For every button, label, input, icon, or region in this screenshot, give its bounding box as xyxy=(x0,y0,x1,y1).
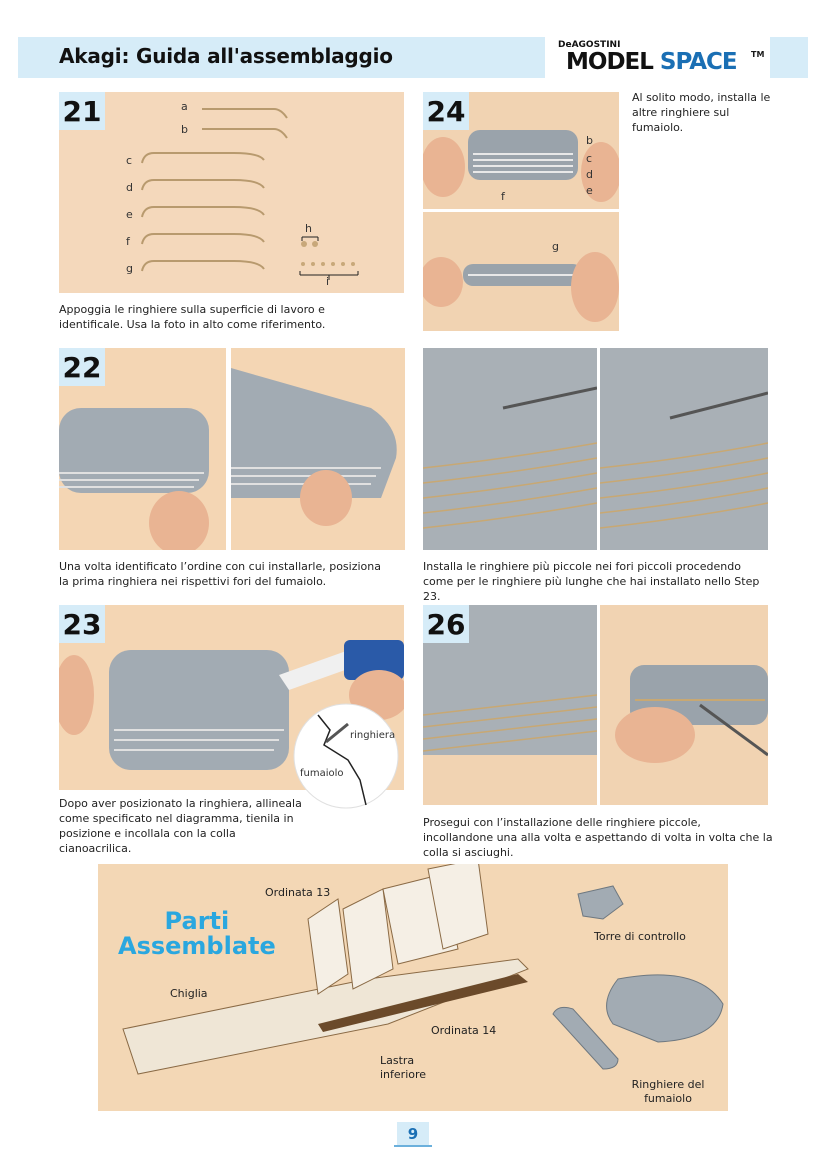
step24-text: Al solito modo, installa le altre ringhiere sul fumaiolo. xyxy=(632,91,771,134)
railings-illustration xyxy=(59,92,404,293)
step24-label-b: b xyxy=(586,134,593,147)
step24-label-f: f xyxy=(501,190,505,203)
funnel-photo-26b xyxy=(600,605,768,805)
assembled-title-line2: Assemblate xyxy=(118,932,276,960)
railing-label-g: g xyxy=(126,262,133,275)
step21-photo xyxy=(59,92,404,293)
step23-caption: Dopo aver posizionato la ringhiera, allineala come specificato nel diagramma, tienila in posizione e incollala con la colla cianoacrilica. xyxy=(59,797,302,855)
railing-label-d: d xyxy=(126,181,133,194)
funnel-photo-26a xyxy=(423,605,597,805)
step22-caption: Una volta identificato l’ordine con cui installarle, posiziona la prima ringhiera nei rispettivi fori del fumaiolo. xyxy=(59,560,381,588)
step22-number: 22 xyxy=(59,348,105,386)
step21-number: 21 xyxy=(59,92,105,130)
step24-photo-bottom xyxy=(423,212,619,331)
step24-label-c: c xyxy=(586,152,593,165)
label-lastra-inferiore xyxy=(380,1054,426,1082)
funnel-photo-25a xyxy=(423,348,597,550)
funnel-photo-24b xyxy=(423,212,619,331)
funnel-photo-25b xyxy=(600,348,768,550)
label-ringhiere-line1: Ringhiere del xyxy=(631,1078,705,1091)
label-ringhiere-del-fumaiolo xyxy=(628,1078,708,1106)
step26-caption: Prosegui con l’installazione delle ringhiere piccole, incollandone una alla volta e aspettando di volta in volta che la colla si asciughi. xyxy=(423,816,773,859)
step25-caption: Installa le ringhiere più piccole nei fori piccoli procedendo come per le ringhiere più lunghe che hai installato nello Step 23. xyxy=(423,560,760,603)
step21-caption: Appoggia le ringhiere sulla superficie di lavoro e identificale. Usa la foto in alto come riferimento. xyxy=(59,303,326,331)
assembled-title-line1: Parti xyxy=(164,907,230,935)
diagram-circle xyxy=(288,700,404,810)
assembled-title xyxy=(118,909,276,959)
step26-number: 26 xyxy=(423,605,469,643)
label-ordinata-13: Ordinata 13 xyxy=(265,886,331,899)
step24-number: 24 xyxy=(423,92,469,130)
logo-model: MODEL xyxy=(566,49,660,75)
label-lastra-line2: inferiore xyxy=(380,1068,427,1081)
logo-publisher: DeAGOSTINI xyxy=(558,40,621,50)
label-ordinata-14: Ordinata 14 xyxy=(431,1024,497,1037)
railing-label-c: c xyxy=(126,154,133,167)
logo-wordmark xyxy=(566,49,737,75)
railing-label-a: a xyxy=(181,100,188,113)
railing-label-h: h xyxy=(305,222,312,235)
funnel-photo-22a xyxy=(59,348,226,550)
railing-label-b: b xyxy=(181,123,188,136)
step23-number: 23 xyxy=(59,605,105,643)
step24-label-d: d xyxy=(586,168,593,181)
page-title: Akagi: Guida all'assemblaggio xyxy=(59,44,393,68)
step24-photo-top xyxy=(423,92,619,209)
label-torre-di-controllo: Torre di controllo xyxy=(594,930,686,943)
funnel-photo-22b xyxy=(231,348,405,550)
logo-space: SPACE xyxy=(659,49,737,75)
page-number: 9 xyxy=(397,1122,429,1146)
step26-photo-right xyxy=(600,605,768,805)
railing-label-f: f xyxy=(126,235,130,248)
railing-label-e: e xyxy=(126,208,133,221)
label-ringhiere-line2: fumaiolo xyxy=(644,1092,692,1105)
step26-photo-left xyxy=(423,605,597,805)
step22-photo-left xyxy=(59,348,226,550)
diagram-label-ringhiera: ringhiera xyxy=(350,730,396,741)
step25-photo-right xyxy=(600,348,768,550)
step24-label-g: g xyxy=(552,240,559,253)
railing-label-i: i xyxy=(326,275,330,288)
page-number-underline xyxy=(394,1145,432,1147)
step24-label-e: e xyxy=(586,184,593,197)
step25-photo-left xyxy=(423,348,597,550)
diagram-label-fumaiolo: fumaiolo xyxy=(300,768,344,779)
railing-alignment-diagram xyxy=(288,700,404,810)
label-lastra-line1: Lastra xyxy=(380,1054,415,1067)
logo-trademark: TM xyxy=(751,50,765,59)
label-chiglia: Chiglia xyxy=(170,987,208,1000)
assembled-parts-panel xyxy=(98,864,728,1111)
step22-photo-right xyxy=(231,348,405,550)
